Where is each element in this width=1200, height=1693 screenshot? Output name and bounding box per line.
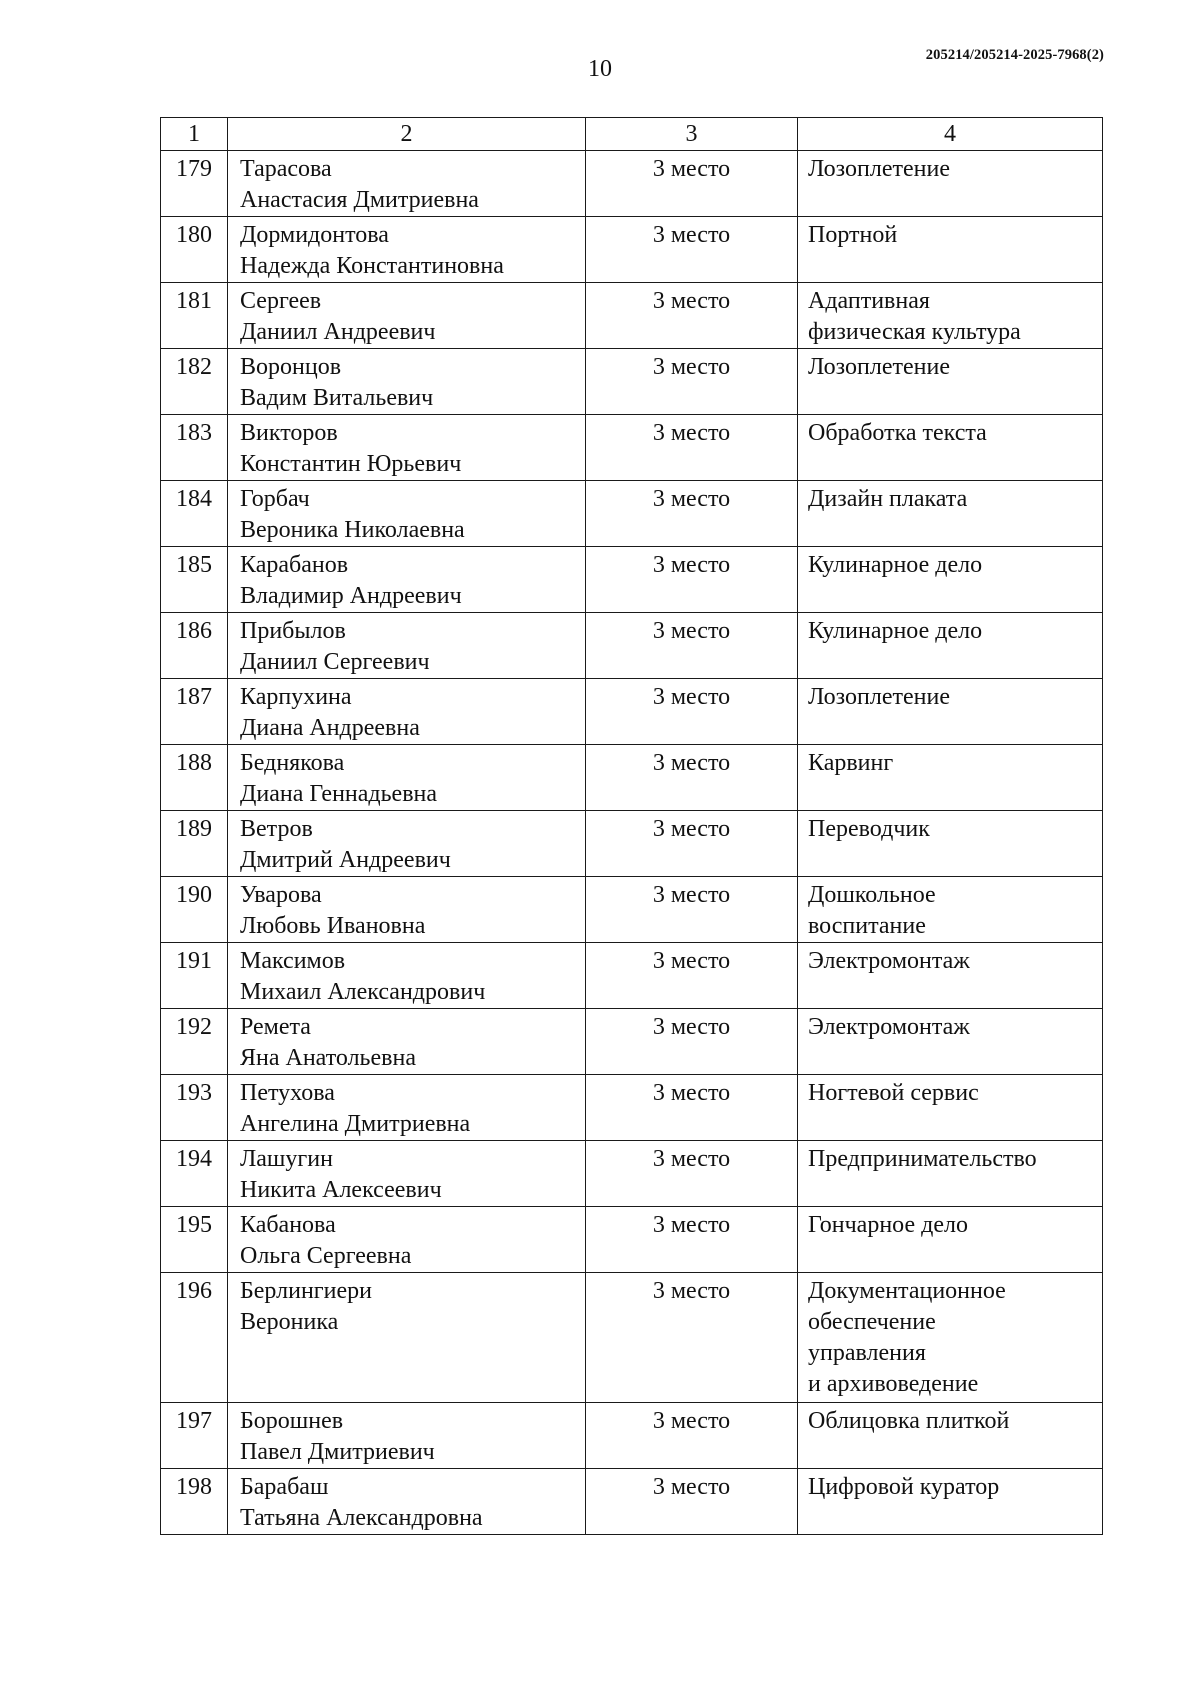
nomination-cell [798,1075,1103,1141]
nomination-cell [798,1273,1103,1403]
participant-name-cell [228,547,586,613]
place-cell: 3 место [586,877,798,943]
column-header-3: 3 [586,118,798,151]
table-row [161,877,1103,943]
table-row [161,1469,1103,1535]
nomination-line: Кулинарное дело [808,618,983,644]
participant-given-name: Любовь Ивановна [240,913,426,939]
participant-surname: Карпухина [240,684,352,710]
participant-surname: Барабаш [240,1474,329,1500]
table-row [161,745,1103,811]
participant-given-name: Диана Геннадьевна [240,781,438,807]
nomination-line: управления [808,1340,926,1366]
nomination-line: обеспечение [808,1309,936,1335]
row-number-cell: 192 [161,1009,228,1075]
nomination-line: Цифровой куратор [808,1474,1000,1500]
nomination-cell [798,745,1103,811]
nomination-line: Переводчик [808,816,930,842]
participant-name-cell [228,1075,586,1141]
table-row [161,811,1103,877]
nomination-line: воспитание [808,913,926,939]
row-number-cell: 187 [161,679,228,745]
table-row [161,613,1103,679]
row-number-cell: 183 [161,415,228,481]
participant-given-name: Вадим Витальевич [240,385,434,411]
nomination-cell [798,943,1103,1009]
row-number-cell: 195 [161,1207,228,1273]
row-number-cell: 194 [161,1141,228,1207]
participant-given-name: Анастасия Дмитриевна [240,187,479,213]
nomination-line: Предпринимательство [808,1146,1037,1172]
place-cell: 3 место [586,1403,798,1469]
participant-given-name: Ангелина Дмитриевна [240,1111,471,1137]
document-id: 205214/205214-2025-7968(2) [925,47,1104,63]
participant-surname: Лашугин [240,1146,333,1172]
participant-name-cell [228,1469,586,1535]
nomination-cell [798,613,1103,679]
nomination-line: Обработка текста [808,420,987,446]
participant-surname: Сергеев [240,288,322,314]
nomination-cell [798,283,1103,349]
table-row [161,349,1103,415]
table-row [161,1009,1103,1075]
nomination-line: физическая культура [808,319,1021,345]
participant-given-name: Диана Андреевна [240,715,420,741]
participant-surname: Прибылов [240,618,346,644]
place-cell: 3 место [586,811,798,877]
place-cell: 3 место [586,679,798,745]
participant-given-name: Владимир Андреевич [240,583,462,609]
participant-name-cell [228,1273,586,1403]
participant-given-name: Яна Анатольевна [240,1045,416,1071]
table-row [161,481,1103,547]
participant-surname: Дормидонтова [240,222,389,248]
table-row [161,1141,1103,1207]
row-number-cell: 181 [161,283,228,349]
place-cell: 3 место [586,349,798,415]
table-body [161,151,1103,1535]
place-cell: 3 место [586,283,798,349]
place-cell: 3 место [586,1469,798,1535]
column-header-1: 1 [161,118,228,151]
participant-surname: Тарасова [240,156,332,182]
nomination-line: Дизайн плаката [808,486,968,512]
nomination-cell [798,481,1103,547]
place-cell: 3 место [586,943,798,1009]
participant-surname: Кабанова [240,1212,336,1238]
table-row [161,217,1103,283]
nomination-cell [798,415,1103,481]
results-table [160,117,1103,1535]
participant-name-cell [228,151,586,217]
participant-name-cell [228,1403,586,1469]
participant-given-name: Михаил Александрович [240,979,486,1005]
participant-surname: Горбач [240,486,310,512]
row-number-cell: 196 [161,1273,228,1403]
participant-given-name: Ольга Сергеевна [240,1243,412,1269]
place-cell: 3 место [586,415,798,481]
table-row [161,547,1103,613]
table-row [161,1075,1103,1141]
participant-name-cell [228,613,586,679]
nomination-line: Кулинарное дело [808,552,983,578]
participant-name-cell [228,1207,586,1273]
participant-given-name: Вероника Николаевна [240,517,465,543]
place-cell: 3 место [586,547,798,613]
nomination-line: Ногтевой сервис [808,1080,979,1106]
nomination-line: Адаптивная [808,288,930,314]
participant-surname: Берлингиери [240,1278,372,1304]
participant-given-name: Никита Алексеевич [240,1177,442,1203]
place-cell: 3 место [586,151,798,217]
participant-given-name: Даниил Сергеевич [240,649,430,675]
participant-given-name: Надежда Константиновна [240,253,504,279]
participant-name-cell [228,283,586,349]
participant-name-cell [228,415,586,481]
table-header-row [161,118,1103,151]
participant-name-cell [228,679,586,745]
page-number: 10 [588,56,612,82]
participant-surname: Уварова [240,882,322,908]
participant-surname: Беднякова [240,750,345,776]
row-number-cell: 185 [161,547,228,613]
participant-given-name: Константин Юрьевич [240,451,462,477]
row-number-cell: 191 [161,943,228,1009]
column-header-2: 2 [228,118,586,151]
place-cell: 3 место [586,1009,798,1075]
table-row [161,1207,1103,1273]
participant-name-cell [228,1009,586,1075]
participant-given-name: Павел Дмитриевич [240,1439,435,1465]
nomination-cell [798,1141,1103,1207]
place-cell: 3 место [586,613,798,679]
participant-surname: Викторов [240,420,338,446]
table-row [161,1273,1103,1403]
nomination-line: Документационное [808,1278,1006,1304]
nomination-line: Карвинг [808,750,894,776]
row-number-cell: 188 [161,745,228,811]
participant-given-name: Татьяна Александровна [240,1505,483,1531]
place-cell: 3 место [586,1273,798,1403]
participant-surname: Воронцов [240,354,342,380]
nomination-cell [798,877,1103,943]
place-cell: 3 место [586,1141,798,1207]
row-number-cell: 182 [161,349,228,415]
nomination-line: Лозоплетение [808,684,950,710]
column-header-4: 4 [798,118,1103,151]
participant-name-cell [228,877,586,943]
nomination-line: и архивоведение [808,1371,979,1397]
participant-surname: Карабанов [240,552,349,578]
place-cell: 3 место [586,1075,798,1141]
row-number-cell: 184 [161,481,228,547]
row-number-cell: 190 [161,877,228,943]
table-row [161,679,1103,745]
row-number-cell: 186 [161,613,228,679]
place-cell: 3 место [586,217,798,283]
row-number-cell: 198 [161,1469,228,1535]
nomination-line: Портной [808,222,898,248]
row-number-cell: 189 [161,811,228,877]
nomination-line: Лозоплетение [808,354,950,380]
place-cell: 3 место [586,481,798,547]
row-number-cell: 197 [161,1403,228,1469]
nomination-line: Электромонтаж [808,1014,970,1040]
nomination-cell [798,679,1103,745]
participant-surname: Максимов [240,948,346,974]
table-row [161,151,1103,217]
row-number-cell: 193 [161,1075,228,1141]
nomination-line: Гончарное дело [808,1212,968,1238]
participant-surname: Ремета [240,1014,311,1040]
nomination-cell [798,151,1103,217]
nomination-line: Облицовка плиткой [808,1408,1010,1434]
nomination-cell [798,811,1103,877]
participant-surname: Петухова [240,1080,335,1106]
table-row [161,283,1103,349]
participant-given-name: Вероника [240,1309,339,1335]
participant-name-cell [228,349,586,415]
participant-surname: Борошнев [240,1408,344,1434]
participant-name-cell [228,481,586,547]
participant-given-name: Даниил Андреевич [240,319,436,345]
nomination-cell [798,1469,1103,1535]
participant-given-name: Дмитрий Андреевич [240,847,451,873]
participant-name-cell [228,745,586,811]
participant-name-cell [228,1141,586,1207]
participant-name-cell [228,943,586,1009]
participant-surname: Ветров [240,816,313,842]
row-number-cell: 179 [161,151,228,217]
nomination-cell [798,217,1103,283]
table-row [161,415,1103,481]
nomination-cell [798,349,1103,415]
nomination-line: Дошкольное [808,882,936,908]
place-cell: 3 место [586,745,798,811]
nomination-cell [798,1403,1103,1469]
table-row [161,1403,1103,1469]
table-row [161,943,1103,1009]
nomination-line: Электромонтаж [808,948,970,974]
nomination-line: Лозоплетение [808,156,950,182]
participant-name-cell [228,217,586,283]
nomination-cell [798,1207,1103,1273]
nomination-cell [798,1009,1103,1075]
place-cell: 3 место [586,1207,798,1273]
participant-name-cell [228,811,586,877]
nomination-cell [798,547,1103,613]
row-number-cell: 180 [161,217,228,283]
